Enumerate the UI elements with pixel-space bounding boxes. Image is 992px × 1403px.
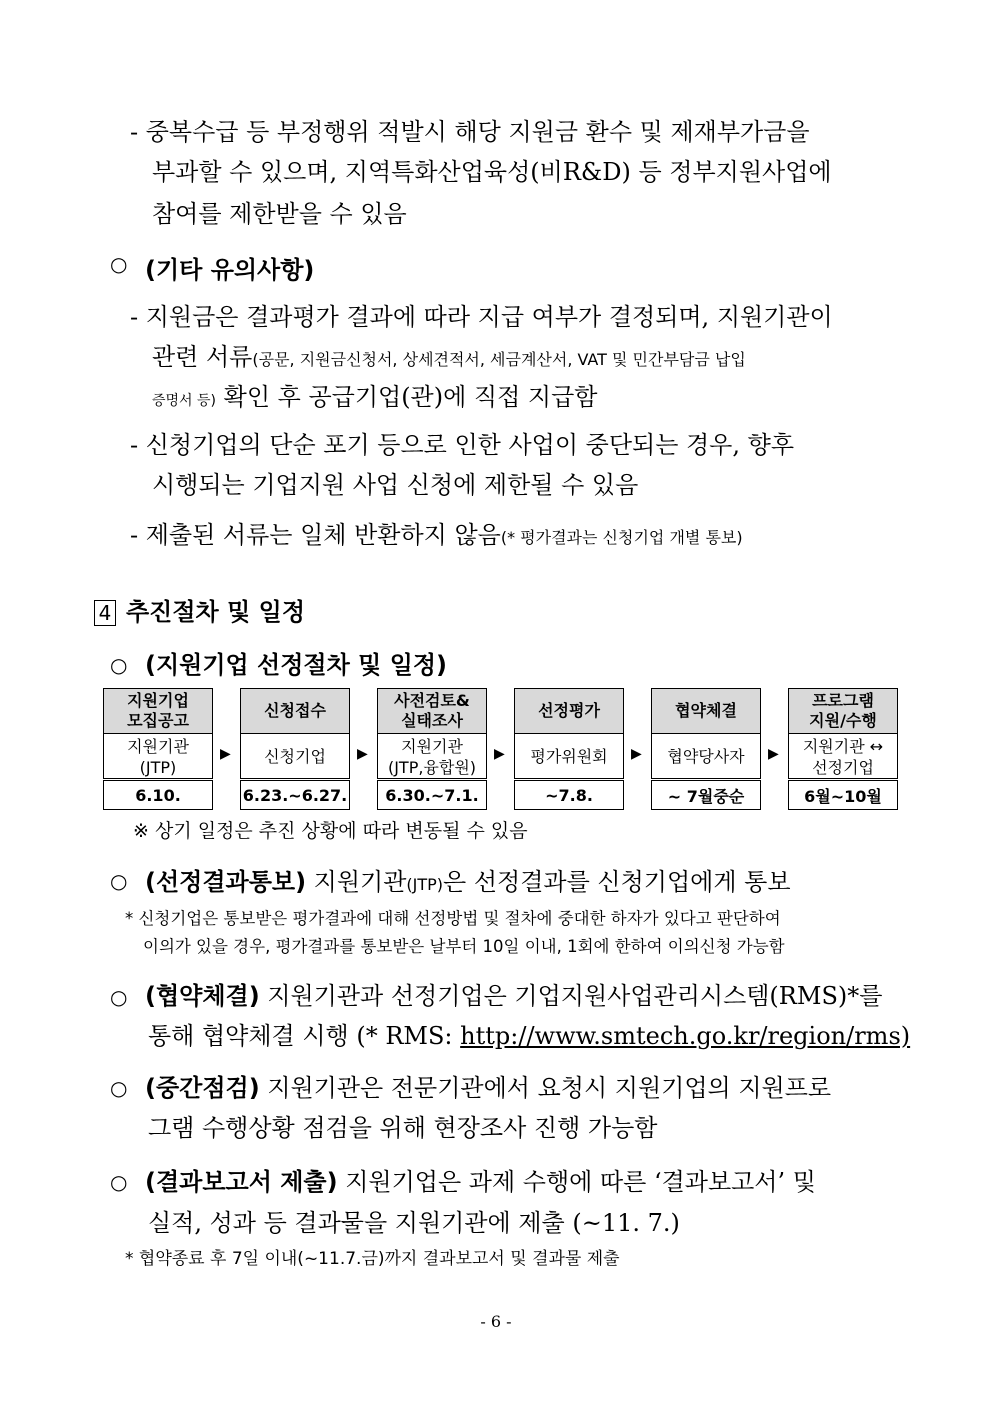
arrow-right-icon: ▶	[494, 746, 505, 762]
bullet-circle: ○	[110, 1170, 128, 1194]
bullet-circle: ○	[110, 653, 128, 677]
penalty-line-3: 참여를 제한받을 수 있음	[152, 200, 407, 228]
penalty-line-1: - 중복수급 등 부정행위 적발시 해당 지원금 환수 및 제재부가금을	[130, 118, 810, 146]
penalty-line-2: 부과할 수 있으며, 지역특화산업육성(비R&D) 등 정부지원사업에	[152, 158, 832, 186]
flow-step-body: 신청기업	[264, 747, 326, 766]
report-note: * 협약종료 후 7일 이내(~11.7.금)까지 결과보고서 및 결과물 제출	[125, 1249, 620, 1269]
report-line-2: 실적, 성과 등 결과물을 지원기관에 제출 (~11. 7.)	[148, 1209, 680, 1237]
flow-step-4	[514, 688, 624, 779]
rms-link[interactable]: http://www.smtech.go.kr/region/rms)	[460, 1022, 911, 1050]
flow-step-body: 평가위원회	[530, 747, 608, 766]
procedure-heading: (지원기업 선정절차 및 일정)	[145, 651, 448, 679]
other-b3-line: - 제출된 서류는 일체 반환하지 않음(* 평가결과는 신청기업 개별 통보)	[130, 521, 743, 549]
flow-step-head: 선정평가	[515, 689, 623, 734]
flow-step-head: 프로그램 지원/수행	[789, 689, 897, 734]
other-b2-line-2: 시행되는 기업지원 사업 신청에 제한될 수 있음	[152, 471, 639, 499]
midcheck-line-2: 그램 수행상황 점검을 위해 현장조사 진행 가능함	[148, 1114, 658, 1142]
arrow-right-icon: ▶	[357, 746, 368, 762]
bullet-circle: ○	[110, 985, 128, 1009]
result-note-line-1: * 신청기업은 통보받은 평가결과에 대해 선정방법 및 절차에 중대한 하자가 있다고 판단하여	[125, 909, 781, 928]
agreement-line-2: 통해 협약체결 시행 (* RMS: http://www.smtech.go.kr/region/rms)	[148, 1022, 911, 1050]
flow-step-head: 지원기업 모집공고	[104, 689, 212, 734]
schedule-note: ※ 상기 일정은 추진 상황에 따라 변동될 수 있음	[133, 820, 528, 842]
other-b1-line-1: - 지원금은 결과평가 결과에 따라 지급 여부가 결정되며, 지원기관이	[130, 303, 833, 331]
arrow-right-icon: ▶	[220, 746, 231, 762]
flow-step-body: 지원기관 (JTP)	[127, 736, 189, 777]
arrow-right-icon: ▶	[768, 746, 779, 762]
other-b1-line-3: 증명서 등) 확인 후 공급기업(관)에 직접 지급함	[152, 383, 598, 411]
flow-step-body: 협약당사자	[667, 747, 745, 766]
result-note-line-2: 이의가 있을 경우, 평가결과를 통보받은 날부터 10일 이내, 1회에 한하여 이의신청 가능함	[143, 937, 785, 956]
bullet-circle: ○	[110, 869, 128, 893]
midcheck-line-1: (중간점검) 지원기관은 전문기관에서 요청시 지원기업의 지원프로	[145, 1074, 832, 1102]
flow-step-head: 신청접수	[241, 689, 349, 734]
section-4-title: 4 추진절차 및 일정	[94, 592, 305, 627]
flow-step-body: 지원기관 (JTP,융합원)	[387, 736, 477, 777]
flow-step-head: 협약체결	[652, 689, 760, 734]
other-notes-heading: (기타 유의사항)	[145, 256, 315, 284]
bullet-circle: ○	[110, 1076, 128, 1100]
report-line-1: (결과보고서 제출) 지원기업은 과제 수행에 따른 ‘결과보고서’ 및	[145, 1168, 816, 1196]
flow-date-6: 6월~10월	[788, 780, 898, 810]
flow-step-2	[240, 688, 350, 779]
flow-step-head: 사전검토& 실태조사	[378, 689, 486, 734]
flow-date-2: 6.23.~6.27.	[240, 780, 350, 810]
flow-step-body: 지원기관 ↔ 선정기업	[802, 736, 884, 777]
agreement-line-1: (협약체결) 지원기관과 선정기업은 기업지원사업관리시스템(RMS)*를	[145, 982, 883, 1010]
flow-date-5: ~ 7월중순	[651, 780, 761, 810]
other-b2-line-1: - 신청기업의 단순 포기 등으로 인한 사업이 중단되는 경우, 향후	[130, 431, 794, 459]
result-notice-line: (선정결과통보) 지원기관(JTP)은 선정결과를 신청기업에게 통보	[145, 868, 791, 896]
flow-step-5	[651, 688, 761, 779]
flow-date-3: 6.30.~7.1.	[377, 780, 487, 810]
section-number-box: 4	[94, 600, 116, 626]
flow-step-3	[377, 688, 487, 779]
flow-step-1	[103, 688, 213, 779]
other-b1-line-2: 관련 서류(공문, 지원금신청서, 상세견적서, 세금계산서, VAT 및 민간부담금 납입	[152, 343, 746, 371]
flow-date-4: ~7.8.	[514, 780, 624, 810]
page-number: - 6 -	[480, 1312, 512, 1331]
flow-date-1: 6.10.	[103, 780, 213, 810]
bullet-circle: ○	[110, 252, 128, 276]
arrow-right-icon: ▶	[631, 746, 642, 762]
flow-step-6	[788, 688, 898, 779]
